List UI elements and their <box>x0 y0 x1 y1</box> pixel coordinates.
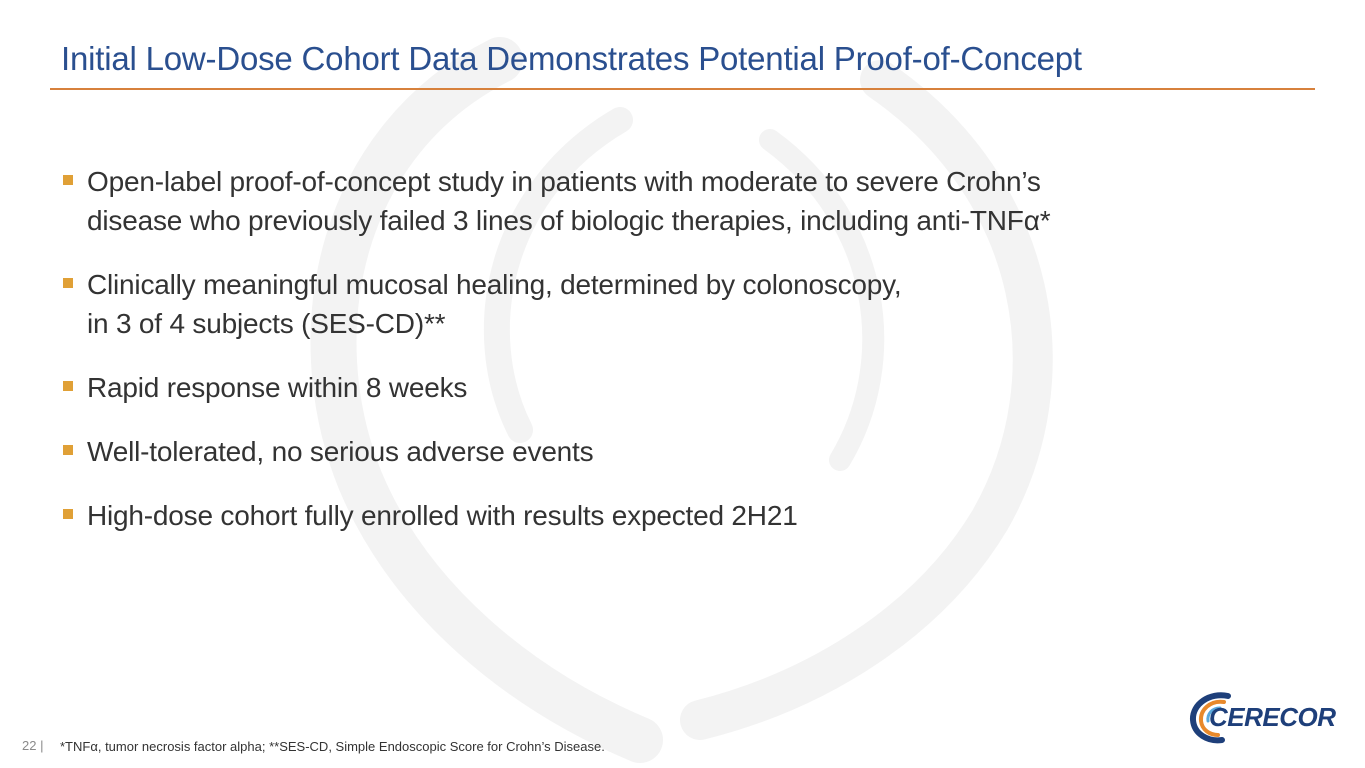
square-bullet-icon <box>63 278 73 288</box>
slide-title: Initial Low-Dose Cohort Data Demonstrates Potential Proof-of-Concept <box>61 40 1082 77</box>
bullet-item <box>62 265 1242 343</box>
page-number: 22 | <box>22 738 44 753</box>
logo-wordmark: CERECOR <box>1209 702 1336 732</box>
bullet-item <box>62 162 1242 240</box>
bullet-text: Well-tolerated, no serious adverse events <box>87 436 594 467</box>
title-divider <box>50 88 1315 90</box>
footnote: *TNFα, tumor necrosis factor alpha; **SES-CD, Simple Endoscopic Score for Crohn’s Disease. <box>60 739 605 754</box>
square-bullet-icon <box>63 445 73 455</box>
bullet-text: Rapid response within 8 weeks <box>87 372 468 403</box>
bullet-text: Clinically meaningful mucosal healing, determined by colonoscopy, <box>87 269 902 300</box>
bullet-text: disease who previously failed 3 lines of biologic therapies, including anti-TNFα* <box>87 205 1051 236</box>
company-logo <box>1188 690 1336 744</box>
bullet-text: Open-label proof-of-concept study in patients with moderate to severe Crohn’s <box>87 166 1041 197</box>
bullet-item <box>62 432 1242 471</box>
square-bullet-icon <box>63 175 73 185</box>
bullet-item <box>62 368 1242 407</box>
bullet-list <box>62 162 1242 560</box>
bullet-text: High-dose cohort fully enrolled with results expected 2H21 <box>87 500 798 531</box>
square-bullet-icon <box>63 509 73 519</box>
bullet-text: in 3 of 4 subjects (SES-CD)** <box>87 308 446 339</box>
square-bullet-icon <box>63 381 73 391</box>
bullet-item <box>62 496 1242 535</box>
